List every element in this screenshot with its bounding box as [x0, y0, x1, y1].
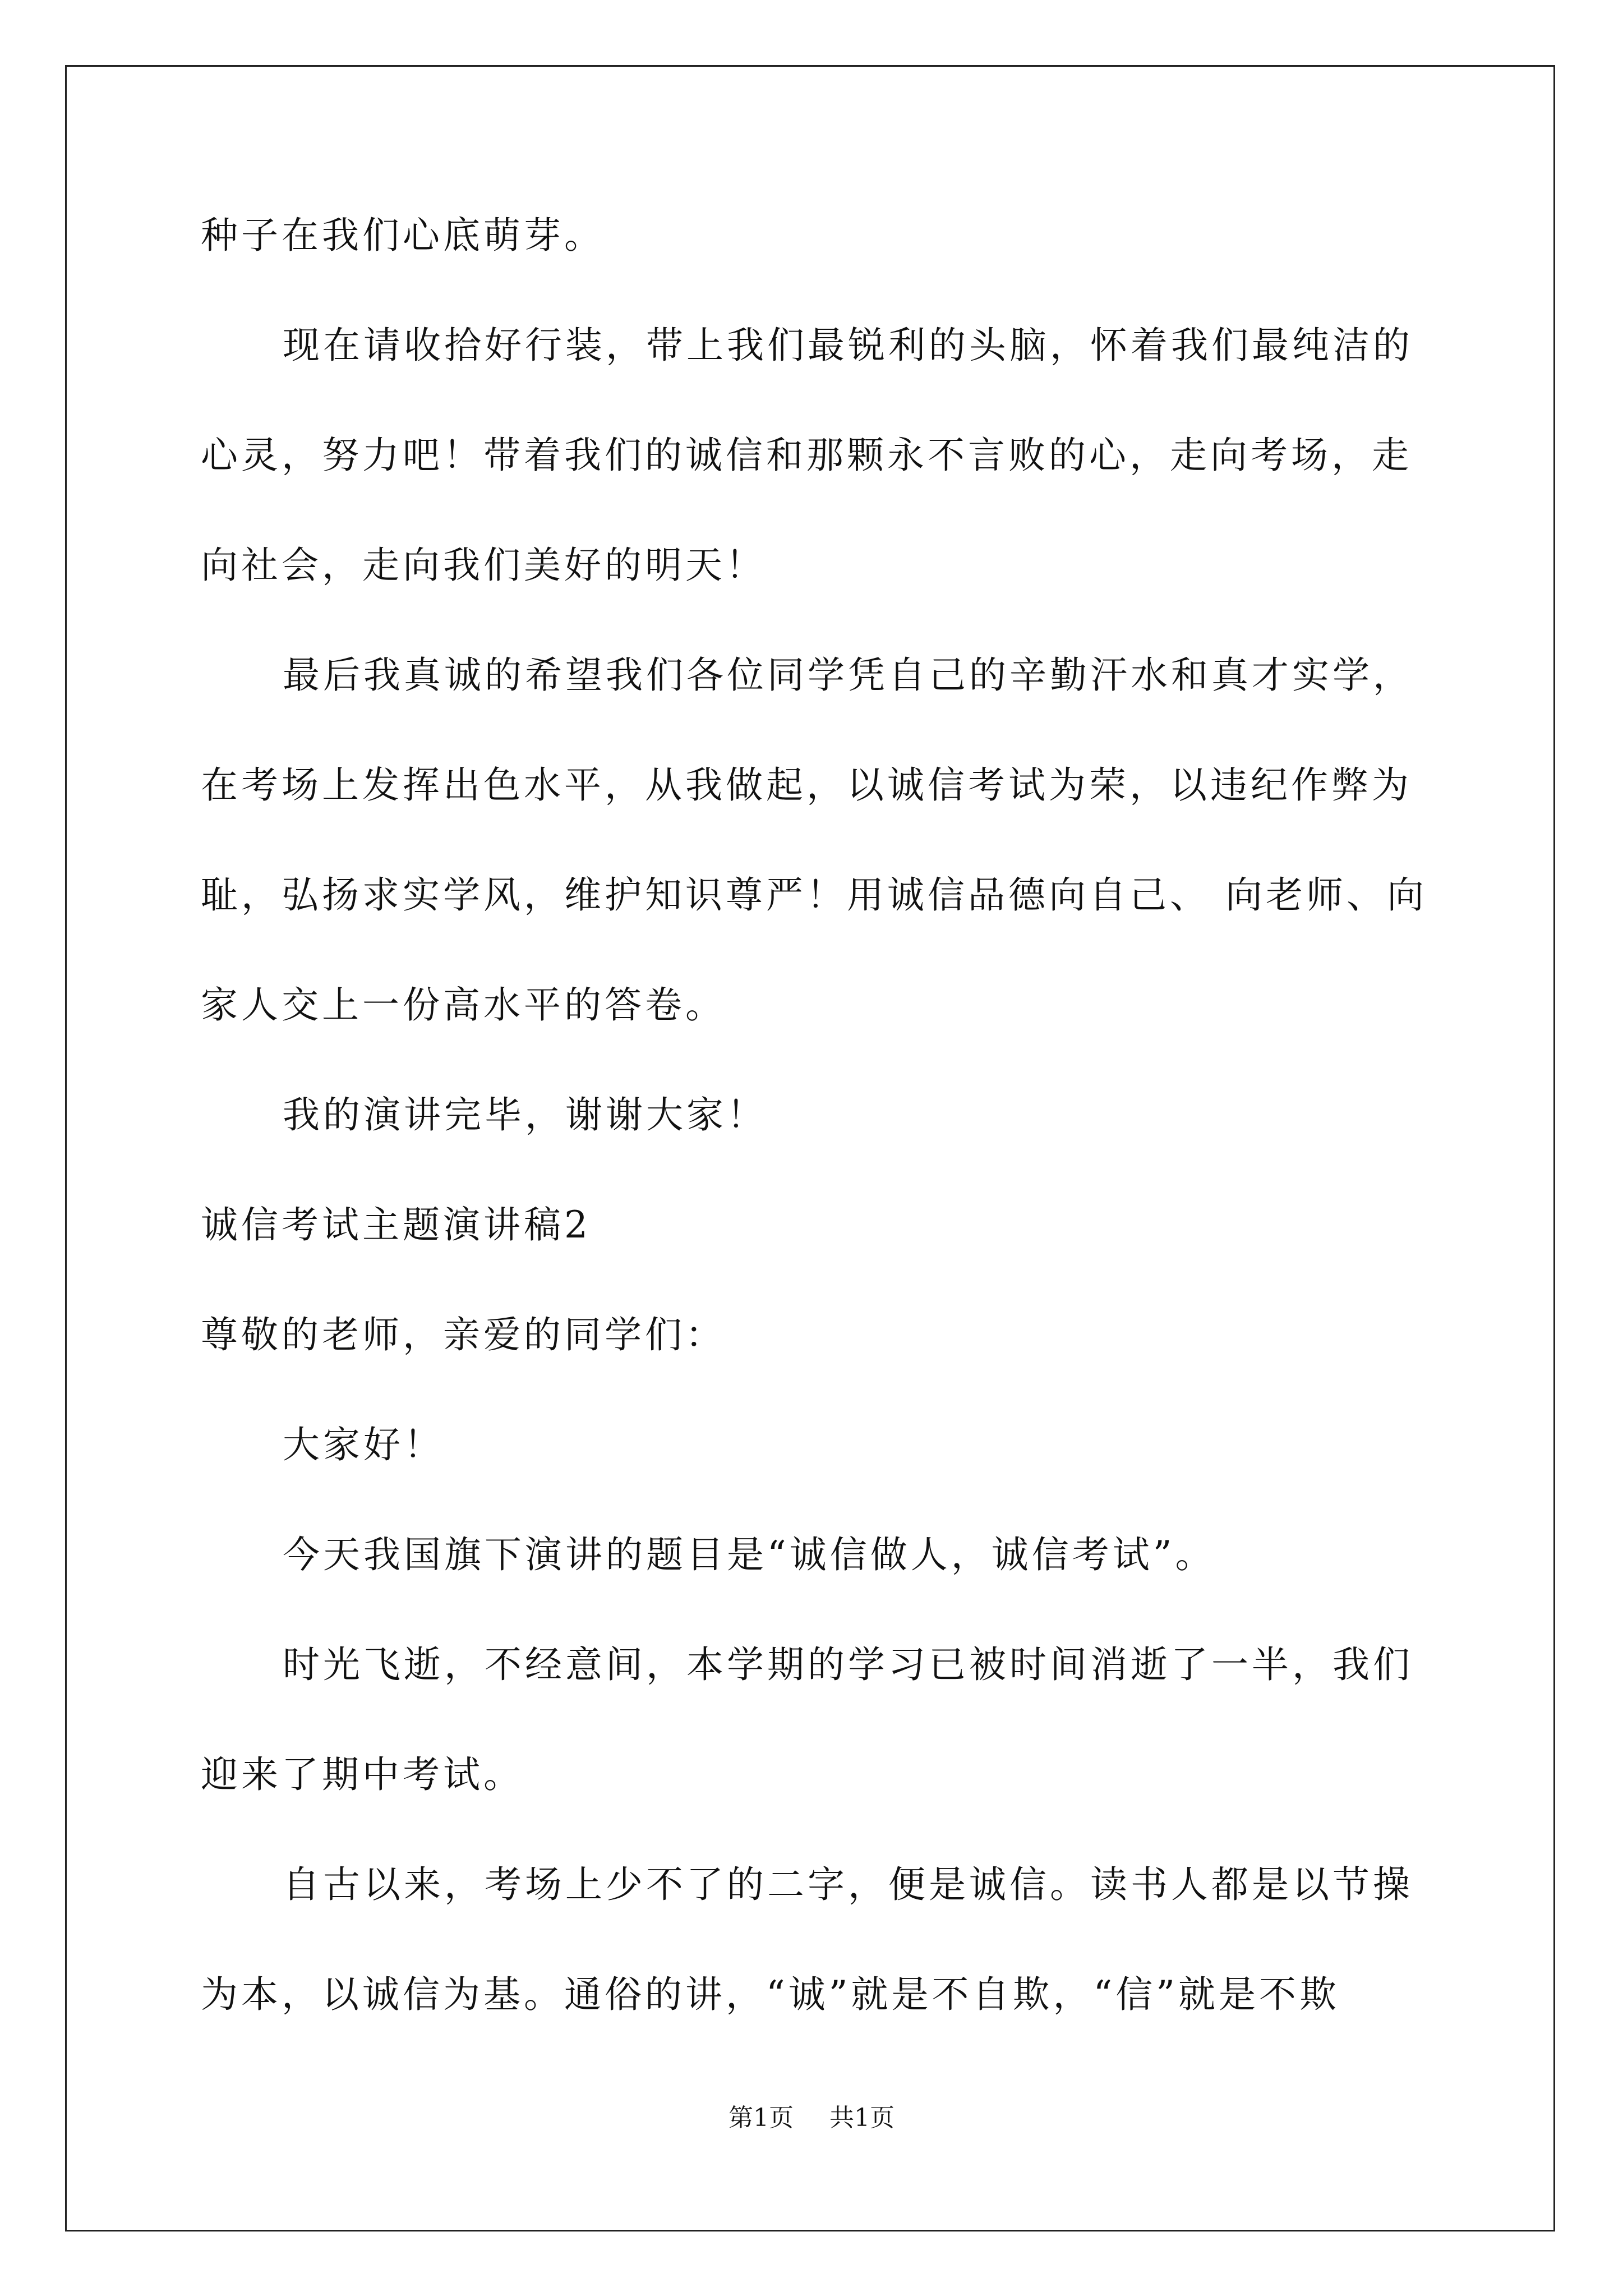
text-line: 现在请收拾好行装，带上我们最锐利的头脑，怀着我们最纯洁的 [283, 324, 1413, 367]
text-line: 自古以来，考场上少不了的二字，便是诚信。读书人都是以节操 [283, 1863, 1413, 1906]
text-line: 时光飞逝，不经意间，本学期的学习已被时间消逝了一半，我们 [283, 1643, 1413, 1686]
text-line: 迎来了期中考试。 [201, 1753, 524, 1796]
text-line: 为本，以诚信为基。通俗的讲，“诚”就是不自欺，“信”就是不欺 [201, 1973, 1340, 2016]
text-line: 种子在我们心底萌芽。 [201, 214, 605, 257]
text-line: 诚信考试主题演讲稿2 [201, 1203, 591, 1246]
text-line: 耻，弘扬求实学风，维护知识尊严！用诚信品德向自己、 向老师、向 [201, 873, 1427, 917]
text-line: 我的演讲完毕，谢谢大家！ [283, 1093, 767, 1137]
text-line: 家人交上一份高水平的答卷。 [201, 983, 726, 1027]
text-line: 大家好！ [283, 1423, 444, 1466]
text-line: 尊敬的老师，亲爱的同学们： [201, 1313, 726, 1356]
page-footer [0, 2102, 1623, 2134]
text-line: 心灵，努力吧！带着我们的诚信和那颗永不言败的心，走向考场，走 [201, 434, 1412, 477]
text-line: 今天我国旗下演讲的题目是“诚信做人，诚信考试”。 [283, 1533, 1216, 1576]
page-number: 第1页 [728, 2104, 794, 2132]
text-line: 向社会，走向我们美好的明天！ [201, 544, 766, 587]
text-line: 最后我真诚的希望我们各位同学凭自己的辛勤汗水和真才实学， [283, 654, 1413, 697]
text-line: 在考场上发挥出色水平，从我做起，以诚信考试为荣，以违纪作弊为 [201, 763, 1412, 807]
page-total: 共1页 [829, 2104, 895, 2132]
